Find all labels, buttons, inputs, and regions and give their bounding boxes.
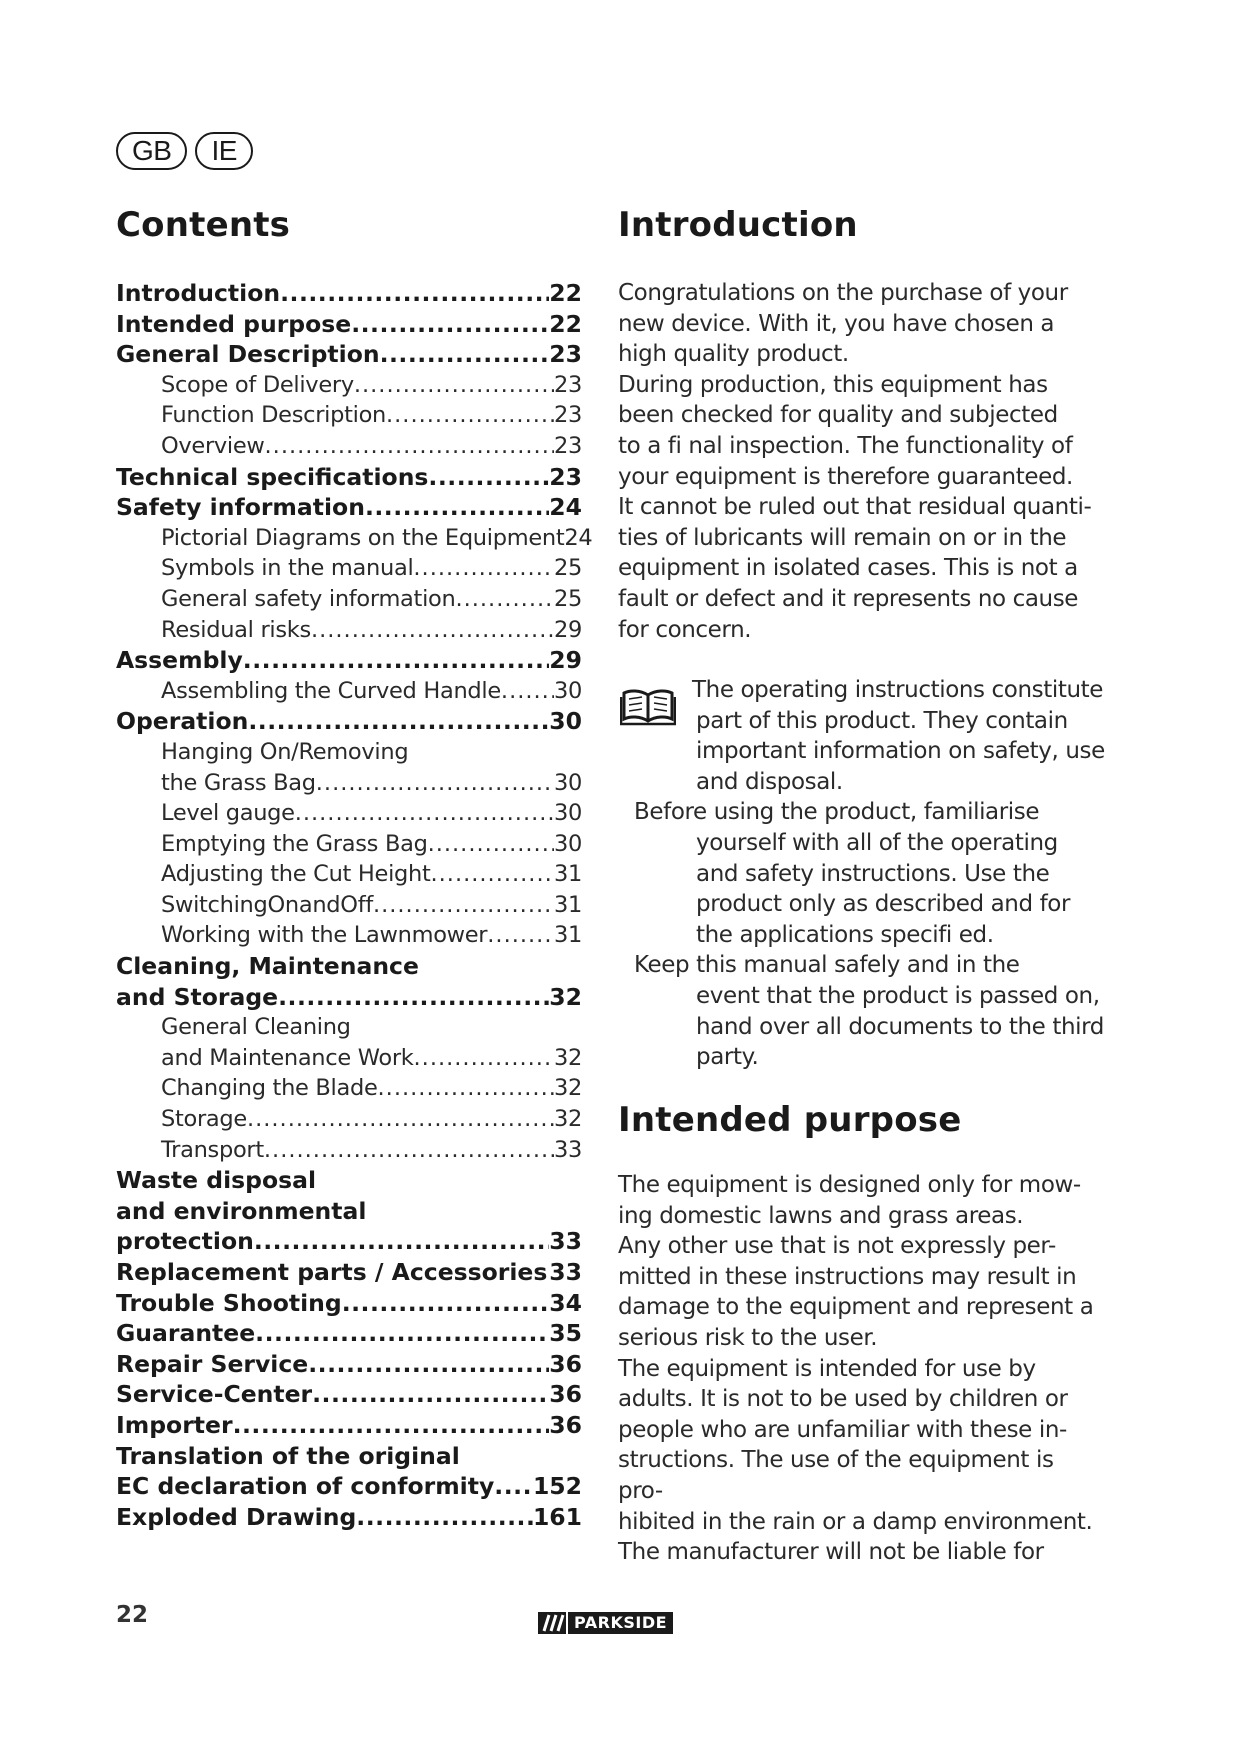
toc-dot-leader bbox=[386, 400, 554, 431]
toc-entry-page: 30 bbox=[553, 830, 582, 857]
toc-entry bbox=[116, 1410, 582, 1441]
toc-entry-title: Waste disposal bbox=[116, 1166, 317, 1195]
intended-purpose-line: people who are unfamiliar with these in- bbox=[618, 1416, 1067, 1443]
toc-entry-page: 23 bbox=[549, 462, 582, 491]
toc-dot-leader bbox=[501, 676, 554, 707]
introduction-line: high quality product. bbox=[618, 341, 849, 368]
toc-entry-page: 35 bbox=[549, 1319, 582, 1348]
introduction-line: During production, this equipment has bbox=[618, 371, 1048, 398]
toc-dot-leader bbox=[265, 431, 554, 462]
instructions-note-line: and safety instructions. Use the bbox=[696, 860, 1050, 887]
instructions-note-line: yourself with all of the operating bbox=[696, 829, 1058, 856]
toc-dot-leader bbox=[308, 1349, 549, 1380]
toc-dot-leader bbox=[351, 309, 549, 340]
toc-entry bbox=[116, 798, 582, 829]
toc-entry-title: Assembly bbox=[116, 646, 243, 675]
toc-entry-page: 29 bbox=[549, 646, 582, 675]
toc-dot-leader bbox=[365, 492, 549, 523]
toc-entry-title: Symbols in the manual bbox=[161, 555, 414, 582]
toc-entry bbox=[116, 370, 582, 401]
instructions-note-line: product only as described and for bbox=[696, 891, 1071, 918]
toc-entry-title: Level gauge bbox=[161, 800, 295, 827]
instructions-note-line: important information on safety, use bbox=[696, 738, 1105, 765]
intended-purpose-body bbox=[618, 1170, 1098, 1568]
introduction-line: to a fi nal inspection. The functionality of bbox=[618, 432, 1073, 459]
language-badge-gb: GB bbox=[116, 132, 187, 170]
toc-dot-leader bbox=[356, 1502, 533, 1533]
toc-entry bbox=[116, 920, 582, 951]
toc-entry bbox=[116, 431, 582, 462]
toc-dot-leader bbox=[354, 370, 554, 401]
toc-entry bbox=[116, 859, 582, 890]
toc-entry-title: EC declaration of conformity bbox=[116, 1472, 495, 1501]
toc-entry-title: Emptying the Grass Bag bbox=[161, 830, 428, 857]
toc-entry-page: 36 bbox=[549, 1349, 582, 1378]
toc-dot-leader bbox=[380, 339, 550, 370]
toc-dot-leader bbox=[255, 1318, 549, 1349]
toc-dot-leader bbox=[233, 1410, 550, 1441]
toc-entry-title: the Grass Bag bbox=[161, 769, 316, 796]
toc-entry-page: 22 bbox=[549, 309, 582, 338]
toc-entry-page: 23 bbox=[549, 340, 582, 369]
toc-entry bbox=[116, 951, 582, 982]
toc-dot-leader bbox=[430, 859, 553, 890]
introduction-line: equipment in isolated cases. This is not a bbox=[618, 555, 1078, 582]
instructions-note-line: Keep this manual safely and in the bbox=[634, 952, 1020, 979]
toc-entry-page: 30 bbox=[549, 707, 582, 736]
toc-entry-title: General Description bbox=[116, 340, 380, 369]
toc-entry bbox=[116, 1318, 582, 1349]
contents-title: Contents bbox=[116, 205, 291, 245]
instructions-note-line: hand over all documents to the third bbox=[696, 1013, 1104, 1040]
toc-dot-leader bbox=[494, 1471, 533, 1502]
toc-entry-page: 32 bbox=[549, 982, 582, 1011]
toc-entry-title: Trouble Shooting bbox=[116, 1288, 342, 1317]
toc-entry bbox=[116, 1043, 582, 1074]
logo-slashes-icon bbox=[538, 1612, 566, 1634]
instructions-note-line: the applications specifi ed. bbox=[696, 921, 994, 948]
instructions-note-text bbox=[618, 675, 1108, 1073]
toc-entry bbox=[116, 1471, 582, 1502]
toc-entry-page: 23 bbox=[553, 432, 582, 459]
toc-dot-leader bbox=[312, 1379, 549, 1410]
toc-entry-page: 36 bbox=[549, 1410, 582, 1439]
toc-entry-page: 161 bbox=[532, 1502, 582, 1531]
toc-dot-leader bbox=[248, 706, 549, 737]
toc-entry-page: 32 bbox=[553, 1106, 582, 1133]
toc-entry-page: 23 bbox=[553, 371, 582, 398]
toc-dot-leader bbox=[413, 553, 554, 584]
table-of-contents bbox=[116, 278, 593, 1532]
toc-entry-page: 33 bbox=[549, 1258, 582, 1286]
toc-dot-leader bbox=[316, 768, 554, 799]
toc-entry-title: and environmental bbox=[116, 1196, 367, 1225]
toc-entry bbox=[116, 1379, 582, 1410]
toc-entry-title: Changing the Blade bbox=[161, 1075, 378, 1102]
toc-dot-leader bbox=[487, 920, 554, 951]
toc-entry-title: Introduction bbox=[116, 279, 281, 307]
toc-entry-page: 33 bbox=[549, 1227, 582, 1256]
toc-entry-title: Exploded Drawing bbox=[116, 1502, 357, 1531]
toc-entry-title: Cleaning, Maintenance bbox=[116, 952, 419, 981]
toc-entry bbox=[116, 1226, 582, 1257]
toc-dot-leader bbox=[295, 798, 554, 829]
toc-dot-leader bbox=[264, 1135, 554, 1166]
toc-entry-page: 30 bbox=[553, 800, 582, 827]
intended-purpose-line: The equipment is designed only for mow- bbox=[618, 1172, 1081, 1198]
toc-dot-leader bbox=[455, 584, 554, 615]
toc-dot-leader bbox=[280, 278, 549, 309]
toc-dot-leader bbox=[428, 462, 549, 493]
intended-purpose-line: The equipment is intended for use by bbox=[618, 1355, 1036, 1382]
toc-entry-title: protection bbox=[116, 1227, 254, 1256]
toc-dot-leader bbox=[243, 645, 550, 676]
intended-purpose-title: Intended purpose bbox=[618, 1100, 962, 1140]
toc-entry-title: Repair Service bbox=[116, 1349, 309, 1378]
introduction-line: new device. With it, you have chosen a bbox=[618, 310, 1055, 337]
intended-purpose-line: hibited in the rain or a damp environment. bbox=[618, 1508, 1093, 1535]
toc-entry-title: and Storage bbox=[116, 982, 279, 1011]
toc-entry-title: Function Description bbox=[161, 402, 386, 429]
introduction-line: fault or defect and it represents no cause bbox=[618, 585, 1079, 612]
toc-entry-page: 23 bbox=[553, 402, 582, 429]
toc-entry-title: SwitchingOnandOff bbox=[161, 891, 373, 918]
toc-entry-title: Replacement parts / Accessories bbox=[116, 1258, 548, 1286]
toc-entry-title: Storage bbox=[161, 1106, 247, 1133]
toc-entry bbox=[116, 706, 582, 737]
toc-entry-page: 22 bbox=[549, 279, 582, 307]
toc-entry bbox=[116, 339, 582, 370]
toc-entry bbox=[116, 1441, 582, 1472]
instructions-note-line: part of this product. They contain bbox=[696, 707, 1068, 734]
toc-entry-title: Operation bbox=[116, 707, 249, 736]
toc-entry bbox=[116, 615, 582, 646]
toc-entry-title: Working with the Lawnmower bbox=[161, 922, 488, 949]
toc-entry-title: Scope of Delivery bbox=[161, 371, 354, 398]
toc-entry-title: Translation of the original bbox=[116, 1441, 460, 1470]
toc-dot-leader bbox=[254, 1226, 549, 1257]
toc-entry bbox=[116, 1012, 582, 1043]
toc-dot-leader bbox=[414, 1043, 554, 1074]
instructions-note-line: party. bbox=[696, 1044, 759, 1071]
intended-purpose-line: ing domestic lawns and grass areas. bbox=[618, 1202, 1024, 1229]
toc-entry bbox=[116, 553, 582, 584]
toc-entry bbox=[116, 492, 582, 523]
intended-purpose-line: The manufacturer will not be liable for bbox=[618, 1539, 1044, 1566]
toc-entry-title: Assembling the Curved Handle bbox=[161, 677, 501, 704]
toc-entry bbox=[116, 1196, 582, 1227]
toc-dot-leader bbox=[311, 615, 554, 646]
toc-entry-page: 33 bbox=[553, 1136, 582, 1163]
toc-dot-leader bbox=[278, 982, 549, 1013]
toc-entry-title: Adjusting the Cut Height bbox=[161, 861, 431, 888]
brand-logo bbox=[538, 1611, 673, 1635]
brand-name: PARKSIDE bbox=[568, 1612, 673, 1634]
toc-entry bbox=[116, 309, 582, 340]
toc-entry bbox=[116, 1165, 582, 1196]
toc-dot-leader bbox=[378, 1073, 554, 1104]
instructions-note-line: Before using the product, familiarise bbox=[634, 799, 1040, 826]
toc-dot-leader bbox=[373, 890, 554, 921]
intended-purpose-line: adults. It is not to be used by children or bbox=[618, 1386, 1068, 1413]
language-badge-ie: IE bbox=[195, 132, 252, 170]
intended-purpose-line: serious risk to the user. bbox=[618, 1324, 878, 1351]
toc-entry-title: Residual risks bbox=[161, 616, 311, 643]
toc-entry-title: Overview bbox=[161, 432, 265, 459]
toc-entry bbox=[116, 1288, 582, 1319]
intended-purpose-line: mitted in these instructions may result in bbox=[618, 1263, 1077, 1290]
manual-book-icon bbox=[620, 687, 676, 727]
toc-entry-title: Service-Center bbox=[116, 1380, 313, 1409]
toc-entry bbox=[116, 829, 582, 860]
toc-entry-page: 30 bbox=[553, 769, 582, 796]
toc-entry-page: 25 bbox=[553, 555, 582, 582]
toc-entry-page: 32 bbox=[553, 1044, 582, 1071]
introduction-line: ties of lubricants will remain on or in the bbox=[618, 524, 1067, 551]
toc-entry-title: and Maintenance Work bbox=[161, 1044, 414, 1071]
toc-entry-title: Hanging On/Removing bbox=[161, 738, 409, 765]
toc-entry-title: Safety information bbox=[116, 493, 365, 522]
toc-entry bbox=[116, 523, 593, 554]
toc-entry-title: Guarantee bbox=[116, 1319, 256, 1348]
toc-entry bbox=[116, 1104, 582, 1135]
introduction-line: It cannot be ruled out that residual quanti- bbox=[618, 494, 1092, 521]
toc-entry bbox=[116, 1349, 582, 1380]
page-number: 22 bbox=[116, 1602, 149, 1628]
toc-entry bbox=[116, 768, 582, 799]
toc-entry-page: 31 bbox=[553, 891, 582, 918]
toc-entry bbox=[116, 400, 582, 431]
toc-entry bbox=[116, 278, 582, 309]
toc-entry-page: 152 bbox=[532, 1472, 582, 1501]
toc-entry bbox=[116, 584, 582, 615]
toc-entry bbox=[116, 676, 582, 707]
toc-entry-title: Transport bbox=[161, 1136, 264, 1163]
toc-entry-title: Technical specifications bbox=[116, 462, 429, 491]
intended-purpose-line: Any other use that is not expressly per- bbox=[618, 1233, 1056, 1260]
introduction-line: for concern. bbox=[618, 616, 752, 643]
toc-entry-page: 34 bbox=[549, 1288, 582, 1317]
instructions-note bbox=[618, 675, 1108, 1073]
toc-entry-page: 31 bbox=[553, 922, 582, 949]
toc-entry-page: 31 bbox=[553, 861, 582, 888]
toc-entry bbox=[116, 890, 582, 921]
intended-purpose-line: structions. The use of the equipment is pro- bbox=[618, 1447, 1054, 1504]
intended-purpose-line: damage to the equipment and represent a bbox=[618, 1294, 1094, 1321]
toc-entry-page: 32 bbox=[553, 1075, 582, 1102]
toc-entry-page: 24 bbox=[564, 524, 593, 551]
toc-entry bbox=[116, 645, 582, 676]
toc-entry bbox=[116, 1135, 582, 1166]
introduction-line: Congratulations on the purchase of your bbox=[618, 280, 1068, 306]
toc-entry-page: 36 bbox=[549, 1380, 582, 1409]
toc-entry-title: Intended purpose bbox=[116, 309, 352, 338]
toc-entry bbox=[116, 1073, 582, 1104]
toc-entry bbox=[116, 737, 582, 768]
toc-dot-leader bbox=[247, 1104, 554, 1135]
toc-dot-leader bbox=[428, 829, 554, 860]
toc-entry bbox=[116, 1257, 582, 1288]
toc-entry-title: Importer bbox=[116, 1410, 233, 1439]
toc-entry-page: 30 bbox=[553, 677, 582, 704]
instructions-note-line: and disposal. bbox=[696, 768, 843, 795]
introduction-line: your equipment is therefore guaranteed. bbox=[618, 463, 1073, 490]
instructions-note-line: The operating instructions constitute bbox=[692, 677, 1104, 703]
toc-entry-page: 24 bbox=[549, 493, 582, 522]
toc-entry-title: Pictorial Diagrams on the Equipment bbox=[161, 524, 565, 551]
toc-entry-title: General Cleaning bbox=[161, 1014, 351, 1041]
introduction-line: been checked for quality and subjected bbox=[618, 402, 1058, 429]
toc-dot-leader bbox=[342, 1288, 550, 1319]
toc-entry-page: 29 bbox=[553, 616, 582, 643]
language-badges bbox=[116, 132, 253, 170]
toc-entry-title: General safety information bbox=[161, 585, 456, 612]
toc-entry bbox=[116, 1502, 582, 1533]
introduction-body bbox=[618, 278, 1098, 645]
toc-entry-page: 25 bbox=[553, 585, 582, 612]
instructions-note-line: event that the product is passed on, bbox=[696, 982, 1100, 1009]
introduction-title: Introduction bbox=[618, 205, 858, 245]
toc-entry bbox=[116, 982, 582, 1013]
toc-entry bbox=[116, 462, 582, 493]
